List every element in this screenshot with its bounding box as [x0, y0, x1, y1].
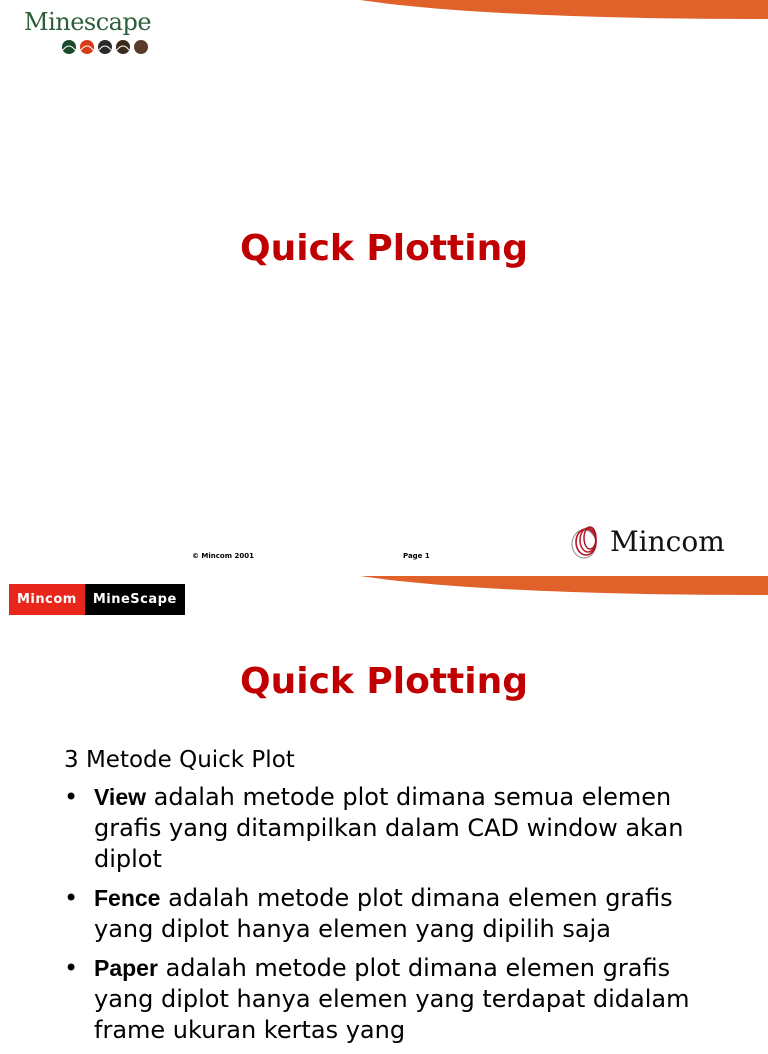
list-item [64, 953, 724, 1046]
mincom-minescape-badge [9, 584, 185, 615]
slide-2-title: Quick Plotting [240, 661, 528, 702]
badge-mincom-label: Mincom [9, 584, 85, 615]
slide-2 [0, 573, 768, 1044]
minescape-logo-balls-icon [60, 38, 156, 56]
bullet-term: Paper [94, 955, 158, 981]
minescape-logo [24, 8, 174, 58]
bullet-text: adalah metode plot dimana elemen grafis yang diplot hanya elemen yang terdapat didalam frame ukuran kertas yang [94, 954, 690, 1044]
bullet-dot-icon: • [64, 954, 79, 982]
bullet-term: Fence [94, 885, 161, 911]
list-item [64, 782, 724, 875]
page-number: Page 1 [403, 552, 430, 560]
mincom-logo-text: Mincom [610, 525, 725, 558]
badge-minescape-label: MineScape [85, 584, 185, 615]
bullet-term: View [94, 784, 146, 810]
mincom-logo [568, 520, 748, 564]
list-item [64, 883, 724, 945]
copyright-text: © Mincom 2001 [192, 552, 254, 560]
bullet-text: adalah metode plot dimana elemen grafis yang diplot hanya elemen yang dipilih saja [94, 884, 673, 943]
mincom-swirl-icon [568, 522, 608, 562]
bullet-dot-icon: • [64, 884, 79, 912]
minescape-logo-text: Minescape [24, 8, 152, 36]
bullet-list [64, 782, 724, 1054]
bullet-dot-icon: • [64, 783, 79, 811]
slide-1-title: Quick Plotting [240, 228, 528, 269]
slide-2-subtitle: 3 Metode Quick Plot [64, 747, 295, 773]
bullet-text: adalah metode plot dimana semua elemen grafis yang ditampilkan dalam CAD window akan diplot [94, 783, 684, 873]
